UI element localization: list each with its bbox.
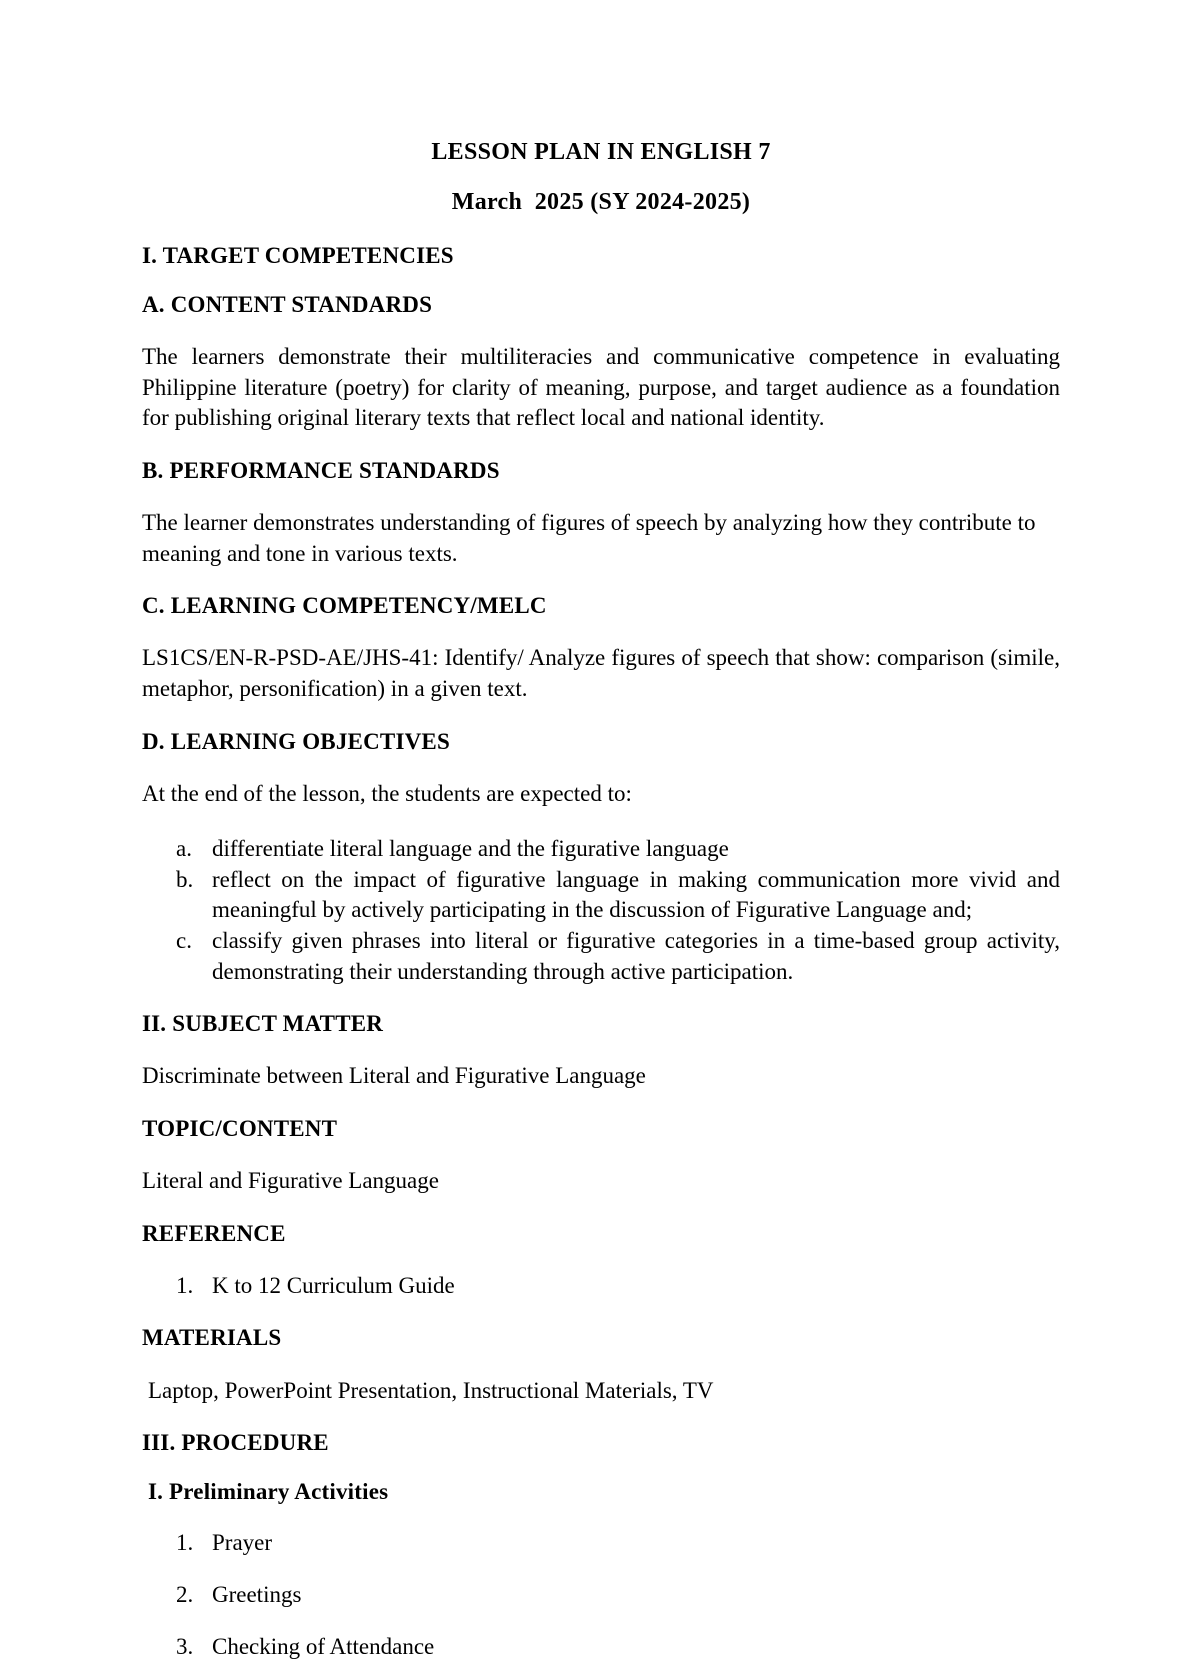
heading-performance-standards: B. PERFORMANCE STANDARDS — [142, 458, 500, 484]
list-reference — [142, 1271, 1060, 1302]
list-item-text: Greetings — [212, 1581, 302, 1607]
list-item — [142, 865, 1060, 926]
list-marker: c. — [176, 928, 192, 954]
list-marker: 3. — [176, 1633, 194, 1659]
list-item — [142, 926, 1060, 987]
heading-reference: REFERENCE — [142, 1220, 286, 1246]
heading-subject-matter: II. SUBJECT MATTER — [142, 1011, 384, 1037]
paragraph-performance-standards: The learner demonstrates understanding of figures of speech by analyzing how they contribute to meaning and tone in various texts. — [142, 510, 1036, 566]
list-item-text: reflect on the impact of figurative language in making communication more vivid and meaningful by actively participating in the discussion of Figurative Language and; — [212, 866, 1060, 923]
heading-learning-competency: C. LEARNING COMPETENCY/MELC — [142, 593, 547, 619]
list-item — [142, 1271, 1060, 1302]
paragraph-content-standards: The learners demonstrate their multiliteracies and communicative competence in evaluating Philippine literature (poetry) for clarity of meaning, purpose, and target audience as a foundation for publishing original literary texts that reflect local and national identity. — [142, 344, 1060, 431]
paragraph-learning-competency: LS1CS/EN-R-PSD-AE/JHS-41: Identify/ Analyze figures of speech that show: comparison (simile, metaphor, personification) in a given text. — [142, 645, 1060, 702]
heading-preliminary-activities: I. Preliminary Activities — [148, 1479, 389, 1505]
paragraph-subject-matter: Discriminate between Literal and Figurative Language — [142, 1063, 646, 1089]
paragraph-learning-objectives-intro: At the end of the lesson, the students are expected to: — [142, 780, 632, 806]
document-body — [142, 140, 1060, 1662]
list-marker: b. — [176, 866, 194, 892]
heading-learning-objectives: D. LEARNING OBJECTIVES — [142, 728, 450, 754]
list-learning-objectives — [142, 834, 1060, 987]
paragraph-topic-content: Literal and Figurative Language — [142, 1168, 439, 1194]
list-item-text: Prayer — [212, 1530, 273, 1556]
page-subtitle: March 2025 (SY 2024-2025) — [451, 189, 751, 215]
list-marker: 1. — [176, 1272, 194, 1298]
list-marker: 1. — [176, 1530, 194, 1556]
list-item — [142, 1580, 1060, 1611]
list-item-text: K to 12 Curriculum Guide — [212, 1272, 455, 1298]
paragraph-materials: Laptop, PowerPoint Presentation, Instructional Materials, TV — [148, 1377, 714, 1403]
heading-topic-content: TOPIC/CONTENT — [142, 1115, 338, 1141]
list-item-text: Checking of Attendance — [212, 1633, 435, 1659]
list-marker: 2. — [176, 1581, 194, 1607]
heading-procedure: III. PROCEDURE — [142, 1430, 329, 1456]
heading-content-standards: A. CONTENT STANDARDS — [142, 292, 433, 318]
list-item — [142, 834, 1060, 865]
list-preliminary-activities — [142, 1528, 1060, 1662]
list-item-text: classify given phrases into literal or figurative categories in a time-based group activity, demonstrating their understanding through active participation. — [212, 928, 1060, 984]
list-marker: a. — [176, 836, 192, 862]
list-item — [142, 1632, 1060, 1662]
page-title: LESSON PLAN IN ENGLISH 7 — [431, 139, 771, 165]
list-item-text: differentiate literal language and the figurative language — [212, 836, 729, 862]
list-item — [142, 1528, 1060, 1559]
heading-target-competencies: I. TARGET COMPETENCIES — [142, 243, 454, 268]
heading-materials: MATERIALS — [142, 1325, 282, 1351]
